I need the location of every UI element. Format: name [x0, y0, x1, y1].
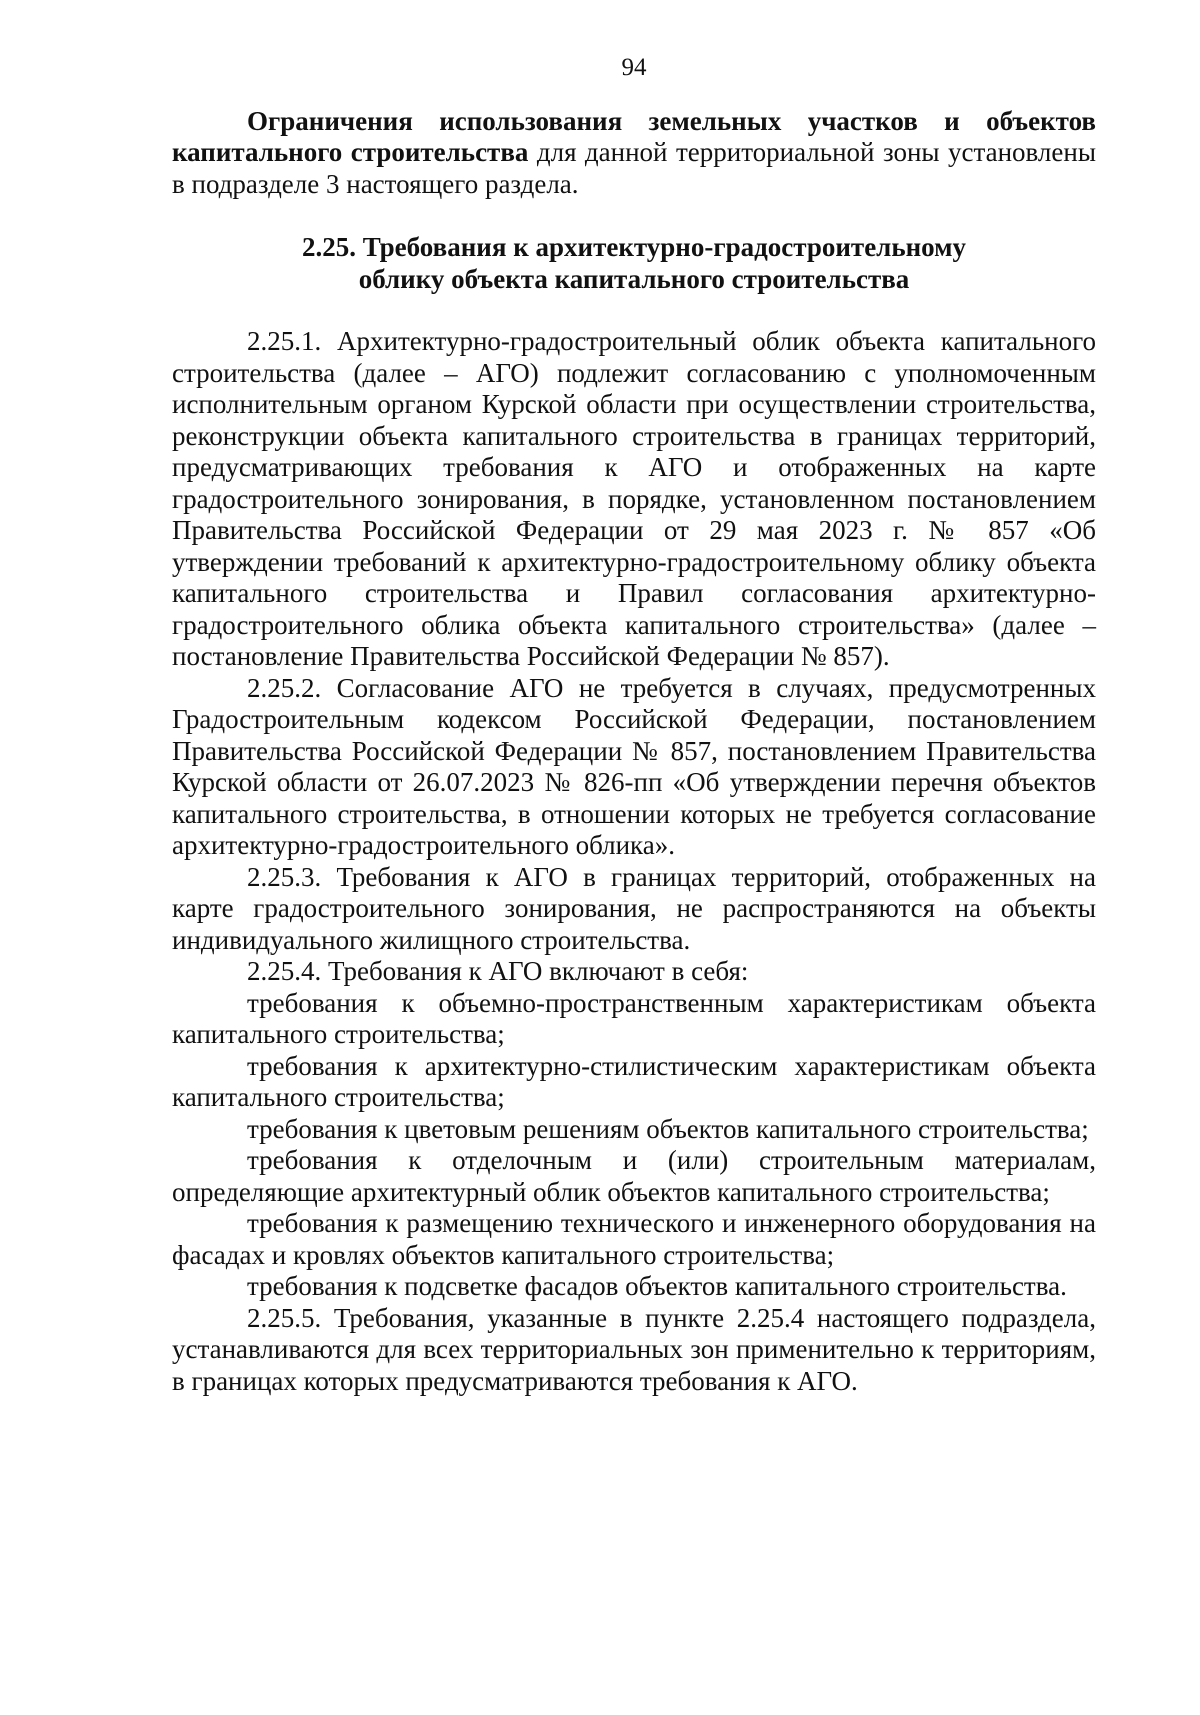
- intro-paragraph: [172, 106, 1096, 201]
- list-item-equipment-placement: требования к размещению технического и инженерного оборудования на фасадах и кровлях объектов капитального строительства;: [172, 1208, 1096, 1270]
- list-item-volume-spatial: требования к объемно-пространственным характеристикам объекта капитального строительства;: [172, 987, 1096, 1049]
- paragraph-2-25-2: 2.25.2. Согласование АГО не требуется в случаях, предусмотренных Градостроительным кодексом Российской Федерации, постановлением Правительства Российской Федерации № 857, постановлением Правительства Курской области от 26.07.2023 № 826-пп «Об утверждении перечня объектов капитального строительства, в отношении которых не требуется согласование архитектурно-градостроительного облика».: [172, 672, 1096, 860]
- section-title-line2: облику объекта капитального строительства: [358, 264, 910, 294]
- list-item-finishing-materials: требования к отделочным и (или) строительным материалам, определяющие архитектурный облик объектов капитального строительства;: [172, 1145, 1096, 1207]
- paragraph-2-25-1: 2.25.1. Архитектурно-градостроительный облик объекта капитального строительства (далее – АГО) подлежит согласованию с уполномоченным исполнительным органом Курской области при осуществлении строительства, реконструкции объекта капитального строительства в границах территорий, предусматривающих требования к АГО и отображенных на карте градостроительного зонирования, в порядке, установленном постановлением Правительства Российской Федерации от 29 мая 2023 г. № 857 «Об утверждении требований к архитектурно-градостроительному облику объекта капитального строительства и Правил согласования архитектурно-градостроительного облика объекта капитального строительства» (далее – постановление Правительства Российской Федерации № 857).: [172, 326, 1096, 671]
- list-item-architectural-stylistic: требования к архитектурно-стилистическим характеристикам объекта капитального строительства;: [172, 1050, 1096, 1112]
- list-item-color-solutions: требования к цветовым решениям объектов капитального строительства;: [247, 1113, 1089, 1144]
- document-page: [172, 52, 1096, 1397]
- section-title-line1: 2.25. Требования к архитектурно-градостроительному: [301, 232, 967, 262]
- paragraph-2-25-4: 2.25.4. Требования к АГО включают в себя:: [247, 956, 749, 986]
- section-heading: [172, 231, 1096, 295]
- intro-bold-text: Ограничения использования земельных участков и объектов капитального строительства: [172, 105, 1096, 167]
- paragraph-2-25-3: 2.25.3. Требования к АГО в границах территорий, отображенных на карте градостроительного зонирования, не распространяются на объекты индивидуального жилищного строительства.: [172, 861, 1096, 955]
- intro-rest-text: для данной территориальной зоны установлены в подразделе 3 настоящего раздела.: [172, 137, 1096, 199]
- list-item-facade-lighting: требования к подсветке фасадов объектов капитального строительства.: [247, 1271, 1067, 1301]
- page-number: 94: [621, 54, 647, 81]
- paragraph-2-25-5: 2.25.5. Требования, указанные в пункте 2.25.4 настоящего подраздела, устанавливаются для всех территориальных зон применительно к территориям, в границах которых предусматриваются требования к АГО.: [172, 1302, 1096, 1396]
